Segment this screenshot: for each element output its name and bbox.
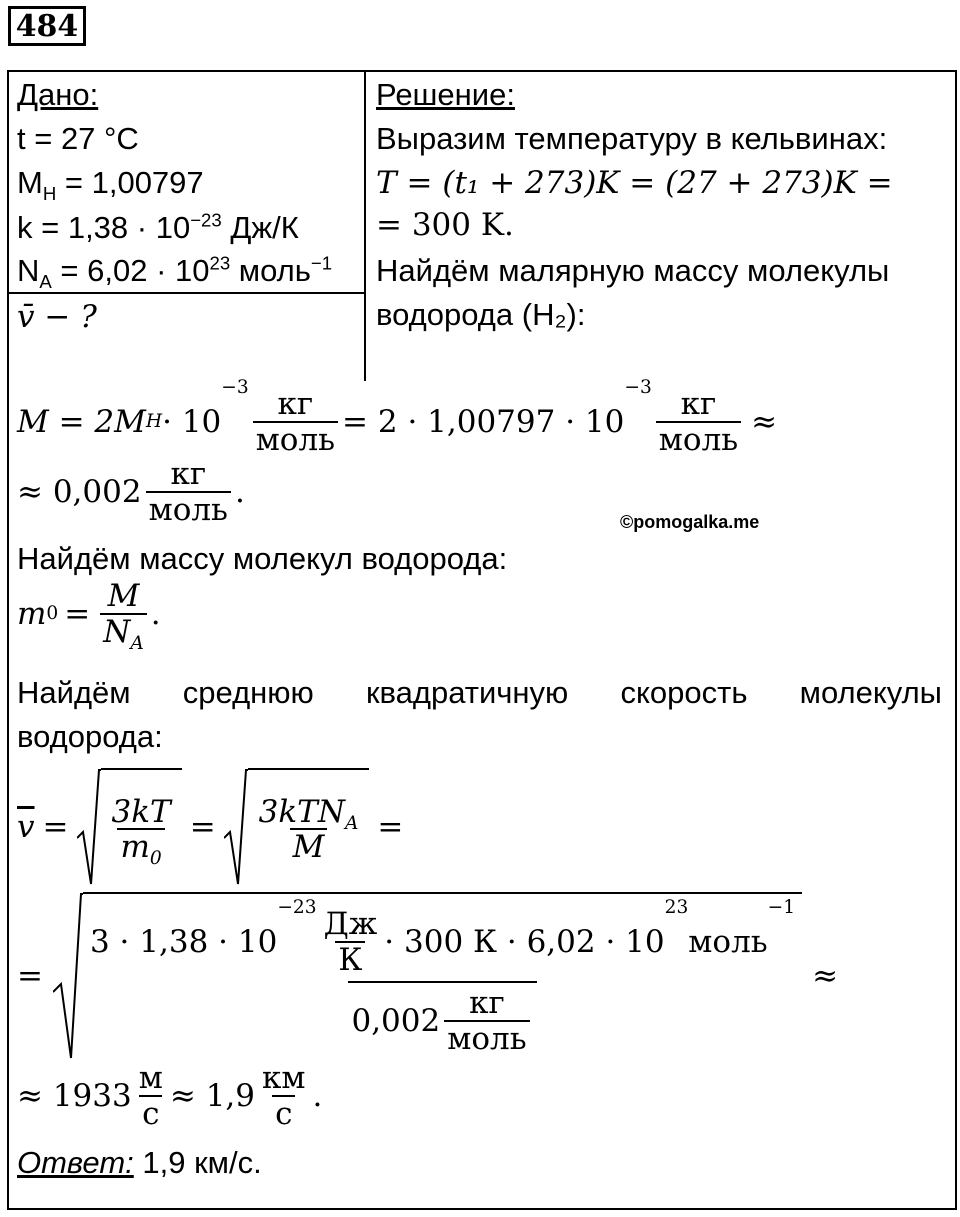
given-divider [8, 292, 365, 294]
given-temperature: t = 27 °C [17, 121, 139, 156]
mass-intro: Найдём массу молекул водорода: [17, 541, 508, 576]
answer-line [17, 1142, 262, 1184]
given-heading: Дано: [17, 77, 99, 112]
problem-number [8, 6, 86, 46]
speed-result: ≈ 1933 $\frac{м}{с}$ ≈ 1,9 $\frac{км}{с}$ . [17, 1060, 323, 1132]
given-boltzmann: $k = 1,38 \cdot 10^{-23}$ Дж/К [17, 209, 299, 245]
kelvin-equation-1: T = (t₁ + 273)K = (27 + 273)K = [376, 165, 893, 201]
speed-formula: $\overline{v}$ = $\frac{3kT}{m_0}$ = $\frac{3kTN_A}{M}$ = [17, 768, 403, 886]
given-molar-mass-h: $M_H = 1,00797$ [17, 165, 204, 205]
molecule-mass-equation: m 0 = $\frac{M}{N_A}$ . [17, 578, 161, 654]
molar-mass-equation: M = 2M H · 10 −3 $\frac{кг}{\text{моль}}$ = 2 · 1,00797 · 10 −3 $\frac{кг}{\text{моль}}$ ≈ [17, 377, 778, 458]
kelvin-equation-2: = 300 K. [376, 207, 514, 243]
problem-number-text: 484 [15, 8, 79, 44]
molar-mass-result: ≈ 0,002 $\frac{кг}{\text{моль}}$ . [17, 456, 245, 528]
given-avogadro: $N_A = 6,02 \cdot 10^{23}$ моль$^{-1}$ [17, 252, 333, 293]
given-find: v̄ − ? [17, 299, 97, 335]
kelvin-intro: Выразим температуру в кельвинах: [376, 121, 888, 156]
numeric-speed-equation: = 3 · 1,38 · 10 −23 $\frac{Дж}{К}$ · 300 К · 6,02 · 10 23 моль −1 0,002 $\frac{кг}{\text{моль}}$ ≈ [17, 892, 838, 1060]
speed-intro-1: Найдём среднюю квадратичную скорость молекулы [17, 675, 942, 710]
speed-intro-2: водорода: [17, 719, 163, 754]
watermark: ©pomogalka.me [620, 512, 760, 532]
column-divider [364, 71, 366, 381]
molar-intro-1: Найдём малярную массу молекулы [376, 253, 890, 288]
answer-label: Ответ: [17, 1145, 134, 1180]
molar-intro-2: водорода (H₂): [376, 297, 586, 332]
answer-value: 1,9 км/с. [133, 1145, 262, 1180]
solution-heading: Решение: [376, 77, 515, 112]
